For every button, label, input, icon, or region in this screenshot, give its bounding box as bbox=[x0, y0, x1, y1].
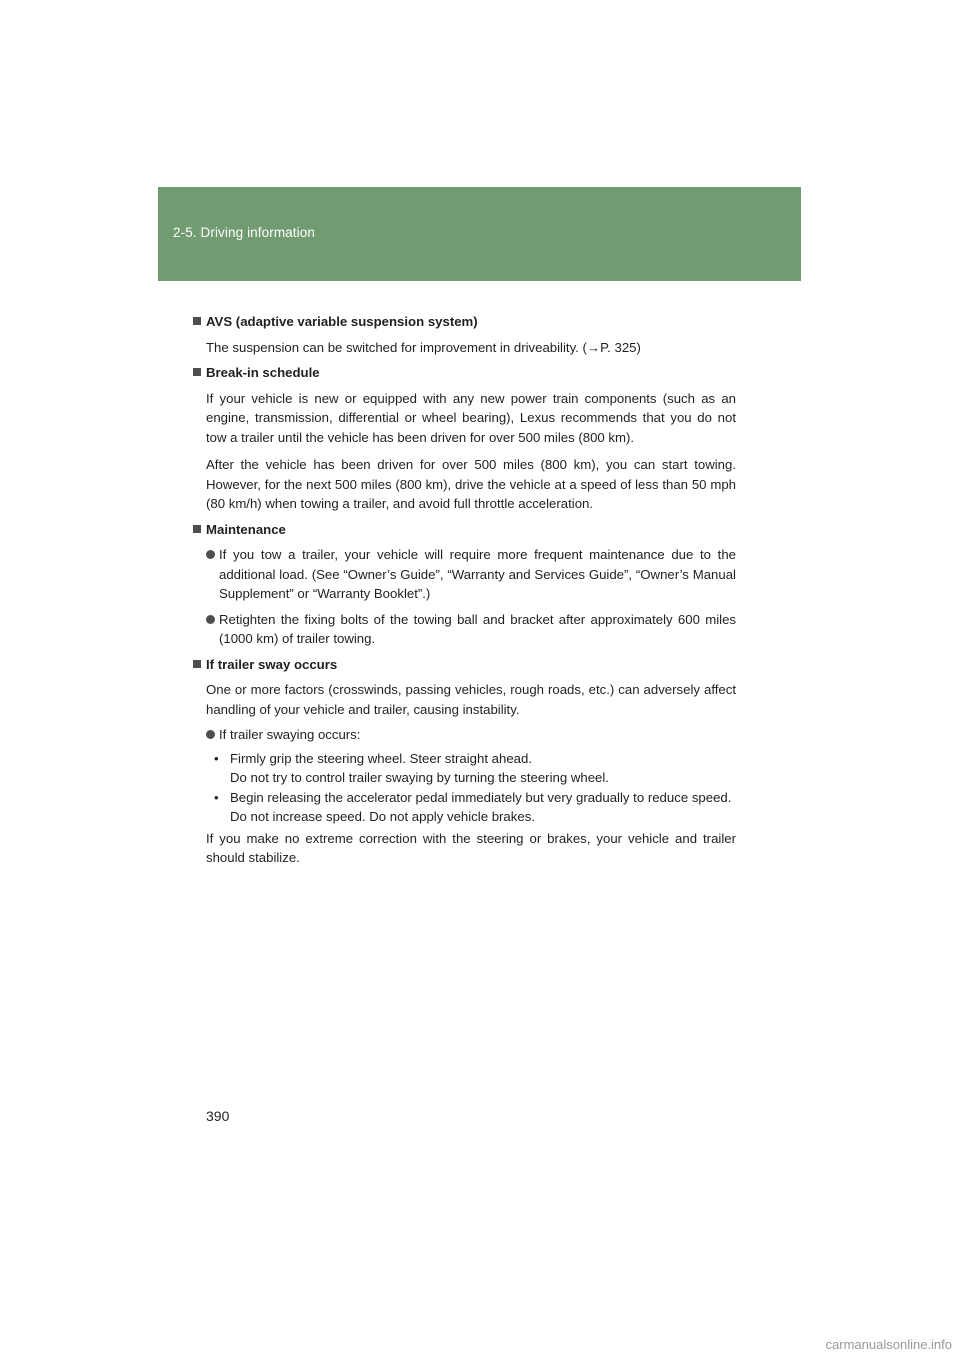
page-number: 390 bbox=[206, 1108, 230, 1124]
bullet-dot-icon bbox=[206, 730, 215, 739]
section-header-bar bbox=[158, 187, 801, 281]
sub-bullet-icon: • bbox=[214, 789, 219, 805]
square-marker-icon bbox=[193, 317, 201, 325]
heading-breakin bbox=[206, 363, 736, 383]
sway-sub-item-1-line-1: Firmly grip the steering wheel. Steer straight ahead. bbox=[230, 750, 532, 766]
section-header-title: 2-5. Driving information bbox=[173, 225, 315, 240]
bullet-dot-icon bbox=[206, 550, 215, 559]
heading-maintenance bbox=[206, 520, 736, 540]
sway-sub-item-2-line-1: Begin releasing the accelerator pedal immediately but very gradually to reduce speed. bbox=[230, 789, 732, 805]
heading-avs-text: AVS (adaptive variable suspension system) bbox=[206, 314, 478, 329]
breakin-paragraph-1: If your vehicle is new or equipped with any new power train components (such as an engine, transmission, differential or wheel bearing), Lexus recommends that you do not tow a trailer until the vehicle has been driven for over 500 miles (800 km). bbox=[206, 390, 736, 445]
sub-bullet-icon: • bbox=[214, 750, 219, 766]
heading-sway-text: If trailer sway occurs bbox=[206, 656, 338, 672]
sway-bullet-1 bbox=[206, 725, 736, 745]
sway-bullet-1-text: If trailer swaying occurs: bbox=[219, 727, 361, 742]
maintenance-bullet-2-text: Retighten the fixing bolts of the towing ball and bracket after approximately 600 miles (1000 km) of trailer towing. bbox=[219, 611, 736, 646]
sway-sub-item-2 bbox=[206, 788, 736, 827]
maintenance-bullet-1 bbox=[206, 545, 736, 604]
square-marker-icon bbox=[193, 660, 201, 668]
heading-breakin-text: Break-in schedule bbox=[206, 365, 320, 380]
avs-body: The suspension can be switched for improvement in driveability. (→P. 325) bbox=[206, 339, 641, 355]
heading-avs bbox=[206, 312, 736, 332]
maintenance-bullet-2 bbox=[206, 610, 736, 649]
heading-sway bbox=[206, 655, 736, 675]
sway-sub-item-1 bbox=[206, 749, 736, 788]
breakin-paragraph-2: After the vehicle has been driven for over 500 miles (800 km), you can start towing. However, for the next 500 miles (800 km), drive the vehicle at a speed of less than 50 mph (80 km/h) when towing a trailer, and avoid full throttle acceleration. bbox=[206, 457, 736, 511]
sway-sub-item-2-line-2: Do not increase speed. Do not apply vehicle brakes. bbox=[230, 809, 535, 824]
sway-paragraph-1: One or more factors (crosswinds, passing vehicles, rough roads, etc.) can adversely affect handling of your vehicle and trailer, causing instability. bbox=[206, 682, 736, 717]
sway-sub-item-1-line-2: Do not try to control trailer swaying by turning the steering wheel. bbox=[230, 770, 609, 785]
square-marker-icon bbox=[193, 525, 201, 533]
square-marker-icon bbox=[193, 368, 201, 376]
page-content bbox=[206, 306, 736, 868]
bullet-dot-icon bbox=[206, 615, 215, 624]
maintenance-bullet-1-text: If you tow a trailer, your vehicle will require more frequent maintenance due to the additional load. (See “Owner’s Guide”, “Warranty and Services Guide”, “Owner’s Manual Supplement” or “Warranty Booklet”.) bbox=[219, 547, 736, 601]
watermark-text: carmanualsonline.info bbox=[825, 1337, 952, 1352]
sway-paragraph-2: If you make no extreme correction with the steering or brakes, your vehicle and trailer should stabilize. bbox=[206, 830, 736, 865]
heading-maintenance-text: Maintenance bbox=[206, 521, 286, 537]
